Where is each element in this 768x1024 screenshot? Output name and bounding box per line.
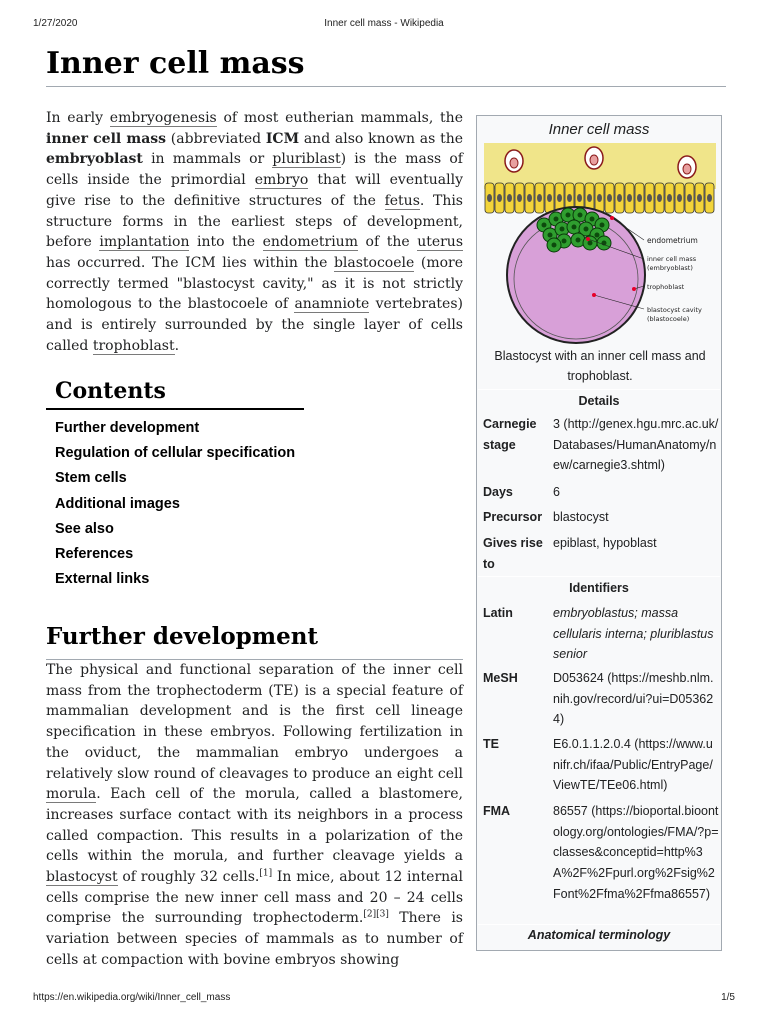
toc-item[interactable]: Stem cells: [55, 470, 127, 487]
row-value[interactable]: blastocyst: [553, 510, 609, 524]
article-link[interactable]: pluriblast: [272, 151, 341, 168]
text-run: vertebrates) and is entirely surrounded by the single layer of cells called: [46, 296, 463, 354]
text-run: of the: [357, 234, 418, 251]
label-inner-cell-mass: inner cell mass: [647, 255, 697, 263]
table-of-contents: [46, 378, 304, 592]
article-link[interactable]: blastocoele: [333, 254, 415, 271]
row-value: 6: [553, 485, 560, 499]
row-label: Days: [483, 485, 513, 499]
article-link[interactable]: embryogenesis: [109, 110, 217, 126]
text-run: (more correctly termed "blastocyst cavity," as it is not strictly homologous to the blastocoele of: [46, 254, 463, 313]
print-footer: [33, 992, 735, 1006]
row-value[interactable]: 3 (http://genex.hgu.mrc.ac.uk/Databases/HumanAnatomy/new/carnegie3.shtml): [553, 417, 719, 473]
toc-item[interactable]: References: [55, 545, 134, 562]
text-run: and also known as the: [299, 130, 463, 147]
label-blastocoele: (blastocoele): [647, 315, 690, 323]
label-blastocyst-cavity: blastocyst cavity: [647, 306, 702, 314]
section-body: [46, 660, 463, 971]
identifiers-header: Identifiers: [569, 581, 629, 595]
text-run: of roughly 32 cells.: [117, 869, 260, 886]
epithelium-cells: [485, 183, 714, 213]
page-title: Inner cell mass: [46, 44, 726, 87]
row-label: Gives rise to: [483, 536, 543, 571]
row-value[interactable]: 86557 (https://bioportal.bioontology.org/ontologies/FMA/?p=classes&conceptid=http%3A%2F%2Fpurl.org%2Fsig%2Font%2Ffma%2Ffma86557): [553, 804, 719, 901]
text-run: (abbreviated: [166, 130, 266, 147]
text-run: has occurred. The ICM lies within the: [46, 254, 334, 271]
infobox-caption: Blastocyst with an inner cell mass and trophoblast.: [494, 349, 706, 383]
infobox-title: Inner cell mass: [548, 121, 650, 138]
article-link[interactable]: implantation: [99, 234, 190, 251]
text-run: In early: [46, 110, 110, 126]
row-label: FMA: [483, 804, 511, 818]
infobox-footer[interactable]: Anatomical terminology: [527, 928, 671, 942]
article-link[interactable]: uterus: [417, 234, 464, 251]
text-run: The physical and functional separation of the inner cell mass from the trophectoderm (TE) is a special feature of mammalian development and is the first cell lineage specification in these embryos. Following fertilization in the oviduct, the mammalian embryo undergoes a relatively slow round of cleavages to produce an eight cell: [46, 662, 463, 782]
row-label: MeSH: [483, 671, 518, 685]
text-run: into the: [189, 234, 263, 251]
row-label: TE: [483, 737, 499, 751]
label-endometrium: endometrium: [647, 236, 698, 245]
article-link[interactable]: endometrium: [262, 234, 358, 251]
print-header: [33, 18, 735, 32]
print-page-number: 1/5: [721, 992, 735, 1003]
article-link[interactable]: anamniote: [294, 296, 370, 313]
bold-term: embryoblast: [46, 151, 143, 168]
print-date: 1/27/2020: [33, 18, 78, 29]
text-run: that will eventually give rise to the definitive structures of the: [46, 172, 463, 209]
toc-item[interactable]: Additional images: [55, 495, 180, 512]
print-url: https://en.wikipedia.org/wiki/Inner_cell_mass: [33, 992, 231, 1003]
article-link[interactable]: morula: [46, 786, 97, 803]
toc-title: Contents: [46, 378, 304, 410]
toc-item[interactable]: External links: [55, 571, 150, 588]
infobox: [476, 115, 722, 951]
lead-paragraph: [46, 108, 463, 356]
text-run: ) is the mass of cells inside the primordial: [46, 151, 463, 189]
row-value[interactable]: D053624 (https://meshb.nlm.nih.gov/record/ui?ui=D053624): [553, 671, 714, 727]
toc-item[interactable]: Further development: [55, 420, 200, 436]
article-link[interactable]: blastocyst: [46, 869, 118, 886]
infobox-row-carnegie-stage: [477, 414, 721, 478]
citation-link[interactable]: [1]: [259, 868, 273, 879]
label-trophoblast: trophoblast: [647, 283, 685, 291]
bold-term: inner cell mass: [46, 130, 167, 147]
text-run: . This structure forms in the earliest steps of development, before: [46, 192, 463, 251]
text-run: In mice, about 12 internal cells comprise the new inner cell mass and 20 – 24 cells comprise the surrounding trophectoderm.: [46, 869, 463, 927]
row-value[interactable]: epiblast, hypoblast: [553, 536, 657, 550]
row-label: Carnegie stage: [483, 417, 537, 452]
citation-link[interactable]: [3]: [376, 909, 389, 920]
text-run: in mammals or: [142, 151, 273, 168]
toc-item[interactable]: See also: [55, 520, 114, 537]
row-label: Precursor: [483, 510, 543, 524]
bold-term: ICM: [265, 130, 300, 147]
article-link[interactable]: embryo: [254, 172, 309, 189]
toc-item[interactable]: Regulation of cellular specification: [55, 445, 296, 462]
text-run: of most eutherian mammals, the: [216, 110, 463, 126]
text-run: There is variation between species of mammals as to number of cells at compaction with bovine embryos showing: [46, 910, 463, 968]
details-header: Details: [578, 394, 620, 408]
section-heading-further-development: Further development: [46, 621, 463, 660]
row-label: Latin: [483, 606, 513, 620]
article-link[interactable]: fetus: [384, 192, 420, 209]
text-run: .: [174, 337, 180, 354]
row-value[interactable]: E6.0.1.1.2.0.4 (https://www.unifr.ch/ifaa/Public/EntryPage/ViewTE/TEe06.html): [553, 737, 713, 793]
article-link[interactable]: trophoblast: [92, 337, 175, 354]
text-run: . Each cell of the morula, called a blastomere, increases surface contact with its neighbors in a process called compaction. This results in a polarization of the cells within the morula, and further cleavage yields a: [46, 786, 463, 865]
row-value: embryoblastus; massa cellularis interna; pluriblastus senior: [553, 606, 714, 662]
blastocyst-diagram[interactable]: [484, 143, 716, 351]
print-tab-title: Inner cell mass - Wikipedia: [324, 18, 444, 29]
citation-link[interactable]: [2]: [363, 909, 377, 920]
toc-list: [46, 410, 304, 592]
label-embryoblast: (embryoblast): [647, 264, 693, 272]
